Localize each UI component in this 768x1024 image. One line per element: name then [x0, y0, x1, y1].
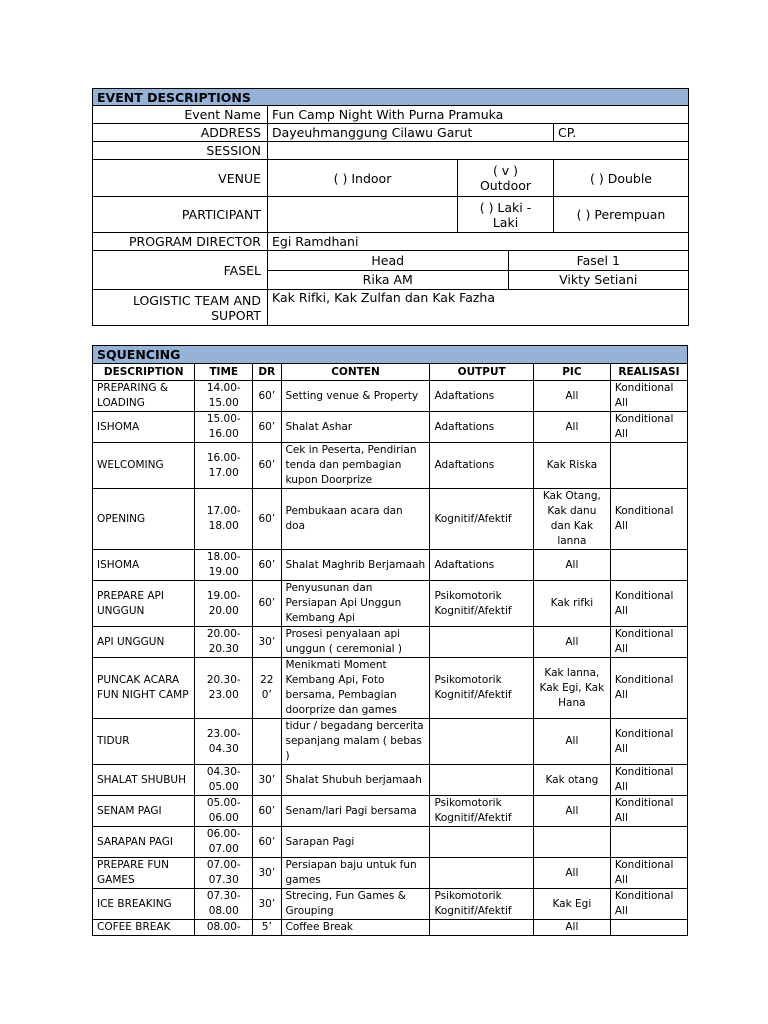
row-description: SHALAT SHUBUH: [93, 765, 195, 796]
row-duration: 60’: [253, 443, 281, 489]
row-output: Adaftations: [430, 550, 533, 581]
row-pic: All: [533, 550, 610, 581]
row-content: Senam/lari Pagi bersama: [281, 796, 430, 827]
row-duration: 22 0’: [253, 658, 281, 719]
table-row: [93, 858, 688, 889]
row-pic: Kak Egi: [533, 889, 610, 920]
address-value: Dayeuhmanggung Cilawu Garut: [268, 124, 554, 142]
row-output: Adaftations: [430, 412, 533, 443]
row-content: Sarapan Pagi: [281, 827, 430, 858]
row-time: 06.00- 07.00: [195, 827, 253, 858]
row-content: Persiapan baju untuk fun games: [281, 858, 430, 889]
row-realisasi: Konditional All: [610, 581, 687, 627]
row-description: SENAM PAGI: [93, 796, 195, 827]
row-output: Adaftations: [430, 381, 533, 412]
row-content: Cek in Peserta, Pendirian tenda dan pembagian kupon Doorprize: [281, 443, 430, 489]
participant-perempuan-option: ( ) Perempuan: [554, 197, 689, 233]
row-duration: 60’: [253, 381, 281, 412]
row-time: 17.00- 18.00: [195, 489, 253, 550]
venue-label: VENUE: [93, 160, 268, 197]
col-header-dr: DR: [253, 364, 281, 381]
row-realisasi: [610, 827, 687, 858]
table-row: [93, 489, 688, 550]
col-header-time: TIME: [195, 364, 253, 381]
table-row: [93, 796, 688, 827]
row-pic: Kak lanna, Kak Egi, Kak Hana: [533, 658, 610, 719]
row-realisasi: Konditional All: [610, 858, 687, 889]
row-realisasi: Konditional All: [610, 658, 687, 719]
row-output: [430, 827, 533, 858]
table-row: [93, 581, 688, 627]
row-description: SARAPAN PAGI: [93, 827, 195, 858]
address-label: ADDRESS: [93, 124, 268, 142]
row-pic: Kak Otang, Kak danu dan Kak lanna: [533, 489, 610, 550]
row-duration: 60’: [253, 827, 281, 858]
row-time: 08.00-: [195, 920, 253, 936]
row-time: 20.30- 23.00: [195, 658, 253, 719]
row-realisasi: Konditional All: [610, 889, 687, 920]
session-label: SESSION: [93, 142, 268, 160]
row-duration: 60’: [253, 796, 281, 827]
row-time: 18.00- 19.00: [195, 550, 253, 581]
row-output: Psikomotorik Kognitif/Afektif: [430, 889, 533, 920]
table-row: [93, 827, 688, 858]
event-descriptions-header: EVENT DESCRIPTIONS: [93, 89, 689, 106]
row-output: [430, 627, 533, 658]
col-header-content: CONTEN: [281, 364, 430, 381]
row-content: Shalat Shubuh berjamaah: [281, 765, 430, 796]
row-realisasi: Konditional All: [610, 412, 687, 443]
venue-outdoor-mark: ( v ): [492, 163, 519, 178]
row-description: PREPARE API UNGGUN: [93, 581, 195, 627]
row-output: Psikomotorik Kognitif/Afektif: [430, 658, 533, 719]
row-output: Kognitif/Afektif: [430, 489, 533, 550]
event-name-value: Fun Camp Night With Purna Pramuka: [268, 106, 689, 124]
row-content: Strecing, Fun Games & Grouping: [281, 889, 430, 920]
row-duration: 30’: [253, 858, 281, 889]
row-description: API UNGGUN: [93, 627, 195, 658]
row-pic: All: [533, 381, 610, 412]
table-row: [93, 627, 688, 658]
row-output: Adaftations: [430, 443, 533, 489]
row-output: [430, 765, 533, 796]
row-pic: [533, 827, 610, 858]
logistic-value: Kak Rifki, Kak Zulfan dan Kak Fazha: [268, 290, 689, 326]
row-time: 23.00- 04.30: [195, 719, 253, 765]
venue-indoor-option: ( ) Indoor: [268, 160, 458, 197]
row-output: Psikomotorik Kognitif/Afektif: [430, 796, 533, 827]
participant-laki-option: [458, 197, 554, 233]
program-director-value: Egi Ramdhani: [268, 233, 689, 251]
row-content: Pembukaan acara dan doa: [281, 489, 430, 550]
row-description: PUNCAK ACARA FUN NIGHT CAMP: [93, 658, 195, 719]
row-pic: All: [533, 719, 610, 765]
logistic-label-line2: SUPORT: [211, 307, 261, 323]
row-description: PREPARING & LOADING: [93, 381, 195, 412]
venue-double-option: ( ) Double: [554, 160, 689, 197]
row-duration: [253, 719, 281, 765]
row-description: ICE BREAKING: [93, 889, 195, 920]
row-duration: 30’: [253, 627, 281, 658]
fasel-head-label: Head: [268, 251, 508, 270]
row-time: 15.00- 16.00: [195, 412, 253, 443]
row-pic: All: [533, 858, 610, 889]
row-output: [430, 858, 533, 889]
row-duration: 60’: [253, 489, 281, 550]
row-time: 05.00- 06.00: [195, 796, 253, 827]
row-realisasi: Konditional All: [610, 765, 687, 796]
row-pic: All: [533, 796, 610, 827]
row-description: ISHOMA: [93, 412, 195, 443]
row-realisasi: Konditional All: [610, 796, 687, 827]
participant-laki-line1: ( ) Laki -: [479, 199, 532, 215]
row-realisasi: [610, 920, 687, 936]
row-description: PREPARE FUN GAMES: [93, 858, 195, 889]
participant-laki-line2: Laki: [492, 214, 519, 230]
row-realisasi: Konditional All: [610, 489, 687, 550]
table-row: [93, 550, 688, 581]
venue-outdoor-option: [458, 160, 554, 197]
participant-label: PARTICIPANT: [93, 197, 268, 233]
row-realisasi: [610, 443, 687, 489]
row-content: Coffee Break: [281, 920, 430, 936]
col-header-description: DESCRIPTION: [93, 364, 195, 381]
row-realisasi: [610, 550, 687, 581]
fasel-head-value: Rika AM: [268, 270, 508, 289]
row-description: OPENING: [93, 489, 195, 550]
row-content: Prosesi penyalaan api unggun ( ceremonial ): [281, 627, 430, 658]
cp-label: CP.: [554, 124, 689, 142]
logistic-label-line1: LOGISTIC TEAM AND: [132, 292, 261, 308]
event-name-label: Event Name: [93, 106, 268, 124]
row-duration: 5’: [253, 920, 281, 936]
fasel-grid: [268, 251, 689, 290]
row-pic: All: [533, 920, 610, 936]
table-row: [93, 443, 688, 489]
row-pic: Kak Riska: [533, 443, 610, 489]
col-header-output: OUTPUT: [430, 364, 533, 381]
row-content: Shalat Maghrib Berjamaah: [281, 550, 430, 581]
table-row: [93, 412, 688, 443]
row-pic: Kak otang: [533, 765, 610, 796]
table-row: [93, 920, 688, 936]
table-row: [93, 381, 688, 412]
participant-value: [268, 197, 458, 233]
row-pic: All: [533, 412, 610, 443]
row-description: TIDUR: [93, 719, 195, 765]
table-row: [93, 889, 688, 920]
row-pic: Kak rifki: [533, 581, 610, 627]
row-time: 04.30- 05.00: [195, 765, 253, 796]
row-content: Shalat Ashar: [281, 412, 430, 443]
row-output: [430, 920, 533, 936]
row-duration: 60’: [253, 412, 281, 443]
row-content: tidur / begadang bercerita sepanjang malam ( bebas ): [281, 719, 430, 765]
row-time: 19.00- 20.00: [195, 581, 253, 627]
fasel-label: FASEL: [93, 251, 268, 290]
table-row: [93, 719, 688, 765]
table-row: [93, 765, 688, 796]
row-time: 20.00- 20.30: [195, 627, 253, 658]
row-duration: 60’: [253, 550, 281, 581]
row-realisasi: Konditional All: [610, 381, 687, 412]
row-realisasi: Konditional All: [610, 627, 687, 658]
program-director-label: PROGRAM DIRECTOR: [93, 233, 268, 251]
row-time: 16.00- 17.00: [195, 443, 253, 489]
row-time: 07.00- 07.30: [195, 858, 253, 889]
row-content: Setting venue & Property: [281, 381, 430, 412]
logistic-label: [93, 290, 268, 326]
col-header-pic: PIC: [533, 364, 610, 381]
sequencing-table: [92, 345, 688, 936]
row-description: ISHOMA: [93, 550, 195, 581]
col-header-realisasi: REALISASI: [610, 364, 687, 381]
row-output: Psikomotorik Kognitif/Afektif: [430, 581, 533, 627]
row-duration: 30’: [253, 765, 281, 796]
venue-outdoor-text: Outdoor: [479, 178, 532, 193]
sequencing-rows: [93, 381, 688, 936]
row-output: [430, 719, 533, 765]
row-description: COFEE BREAK: [93, 920, 195, 936]
row-time: 07.30- 08.00: [195, 889, 253, 920]
fasel-1-label: Fasel 1: [508, 251, 688, 270]
row-duration: 30’: [253, 889, 281, 920]
session-value: [268, 142, 689, 160]
table-row: [93, 658, 688, 719]
row-description: WELCOMING: [93, 443, 195, 489]
sequencing-header: SQUENCING: [93, 346, 688, 364]
row-content: Penyusunan dan Persiapan Api Unggun Kembang Api: [281, 581, 430, 627]
fasel-1-value: Vikty Setiani: [508, 270, 688, 289]
row-duration: 60’: [253, 581, 281, 627]
row-pic: All: [533, 627, 610, 658]
row-time: 14.00- 15.00: [195, 381, 253, 412]
row-content: Menikmati Moment Kembang Api, Foto bersama, Pembagian doorprize dan games: [281, 658, 430, 719]
row-realisasi: Konditional All: [610, 719, 687, 765]
event-descriptions-table: [92, 88, 689, 326]
